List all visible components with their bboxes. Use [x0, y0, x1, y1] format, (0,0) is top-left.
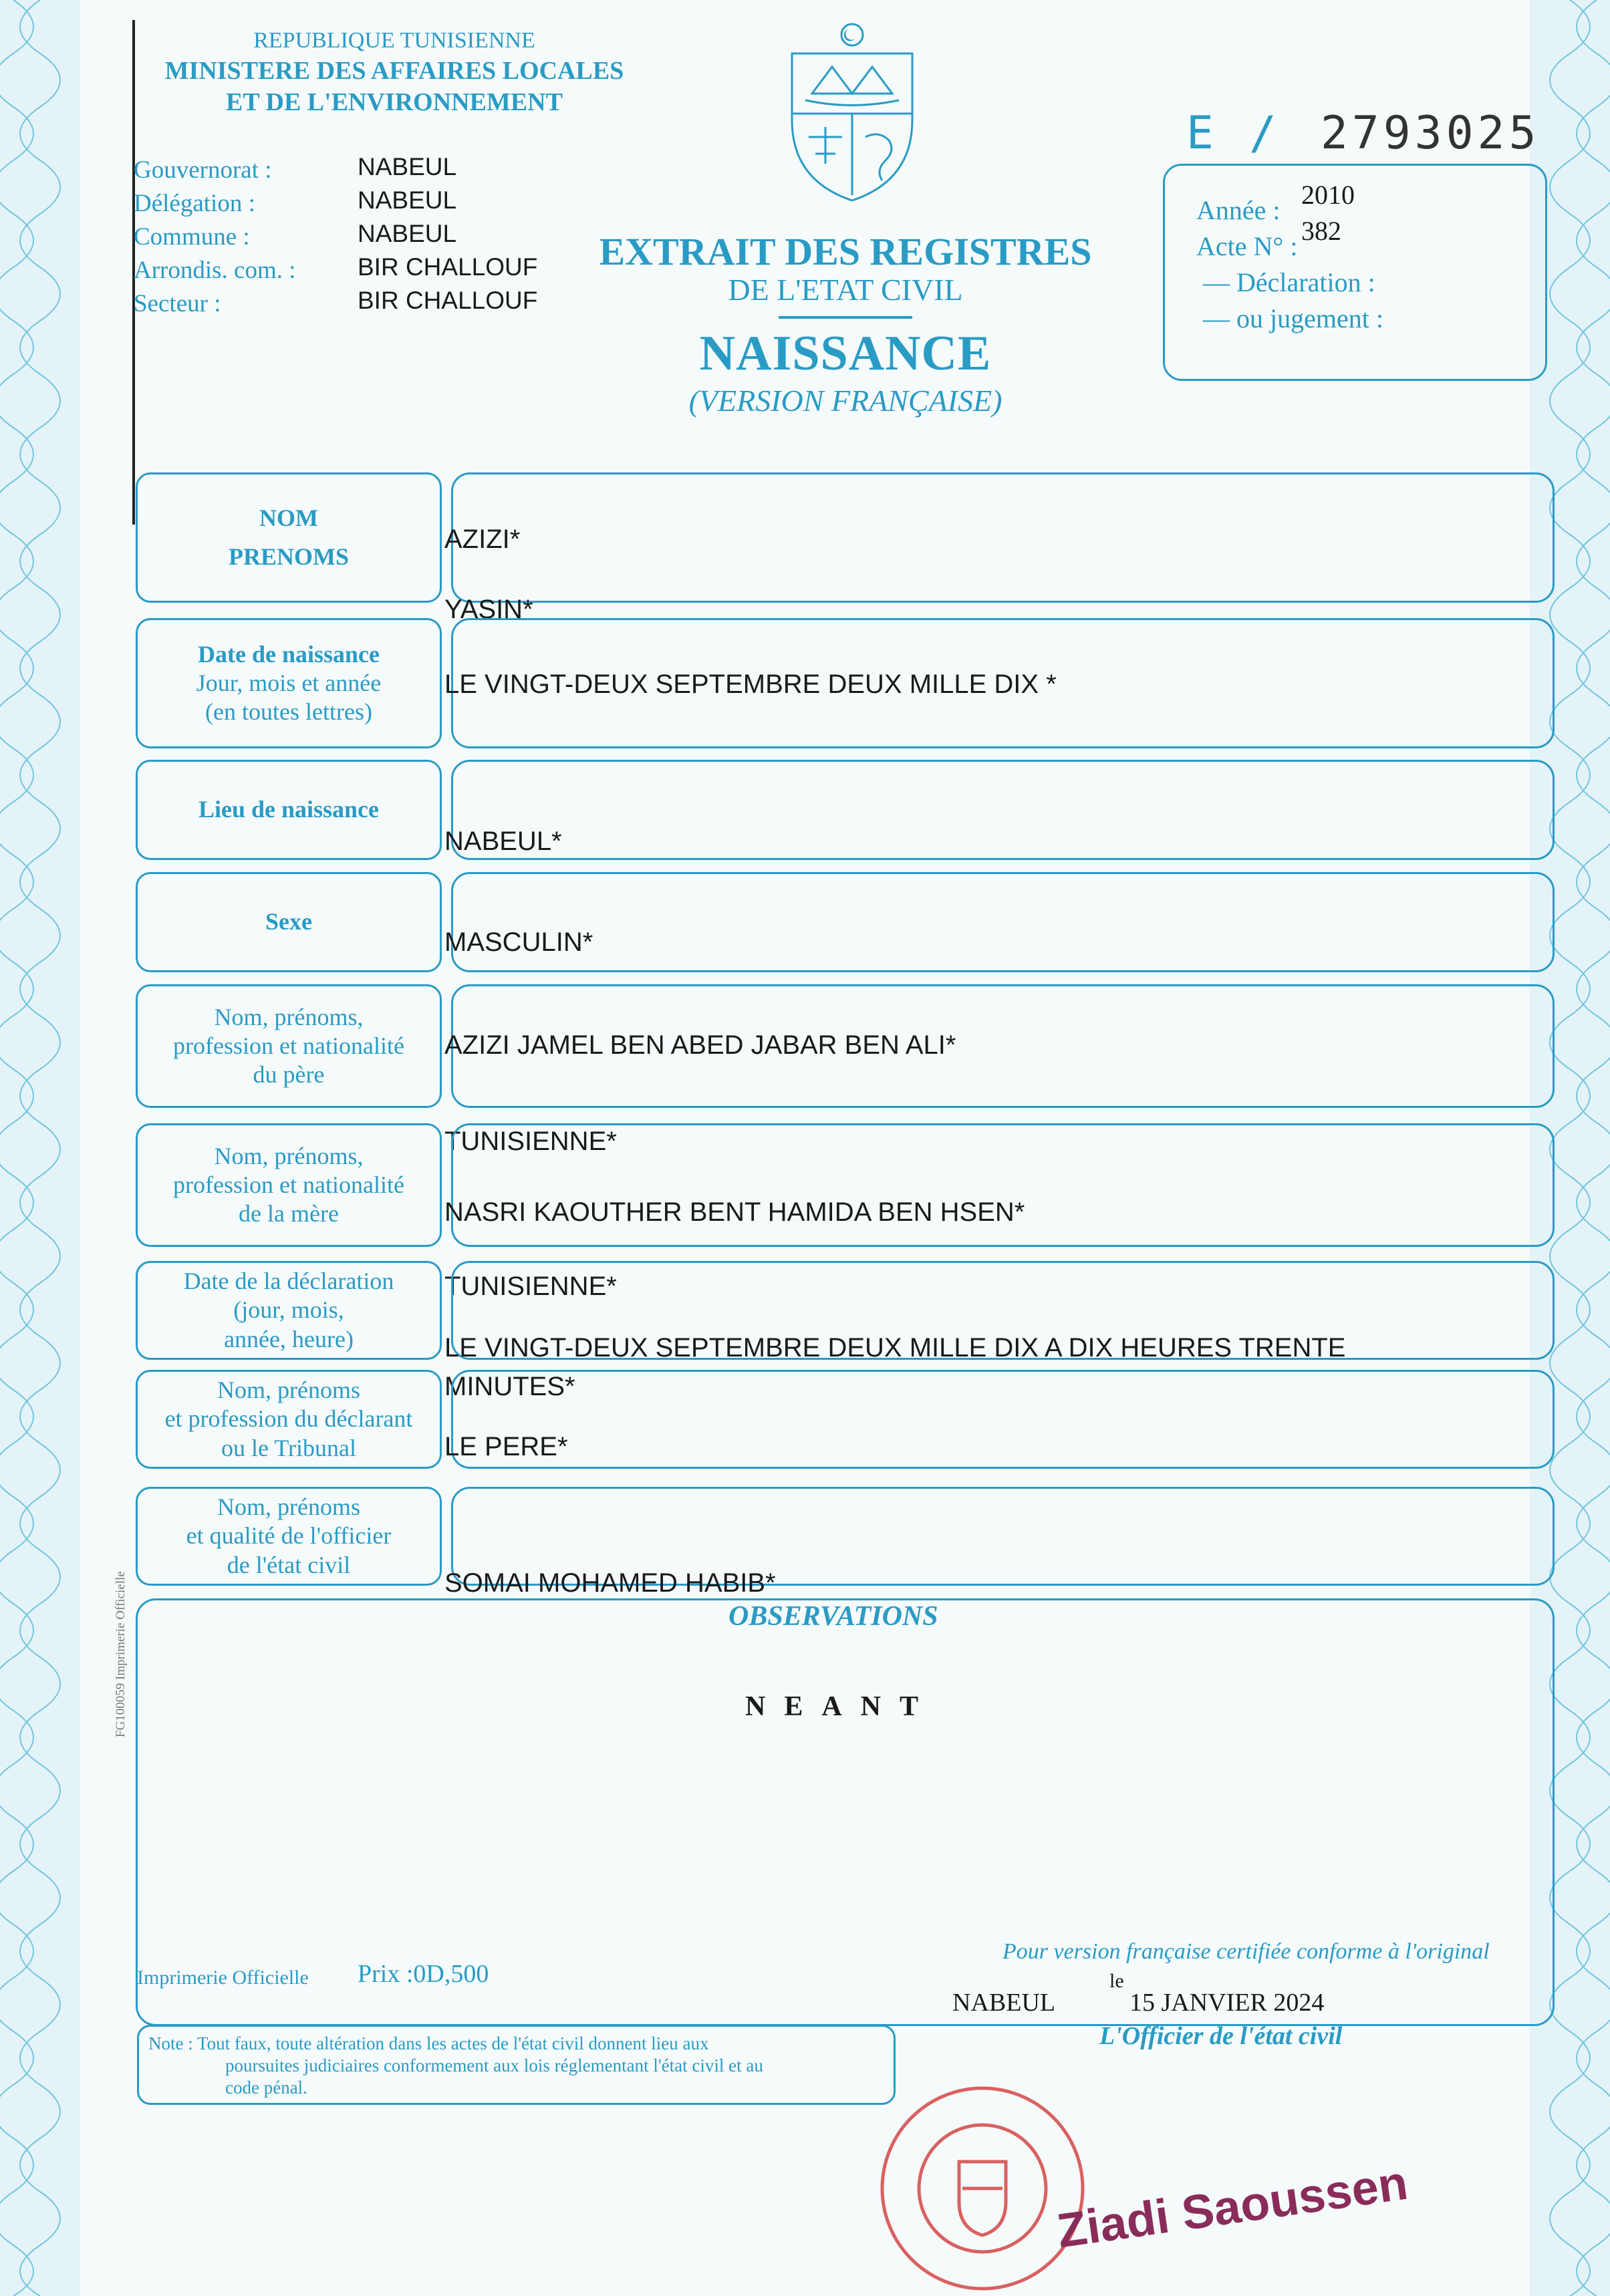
officier-label-line3: de l'état civil — [227, 1551, 351, 1578]
imprimerie-label: Imprimerie Officielle — [137, 1967, 309, 1989]
declaration-label-line2: (jour, mois, — [233, 1296, 344, 1324]
observations-title: OBSERVATIONS — [728, 1601, 938, 1632]
certification-text: Pour version française certifiée conforme à l'original — [1002, 1939, 1490, 1964]
declarant-label-line2: et profession du déclarant — [164, 1405, 413, 1433]
declaration-date-label — [136, 1261, 442, 1360]
officier-label — [136, 1487, 442, 1586]
issue-date-le: le — [1109, 1970, 1124, 1992]
title-version: (VERSION FRANÇAISE) — [688, 384, 1002, 418]
declarant-value: LE PERE* — [444, 1432, 568, 1461]
mere-label-line1: Nom, prénoms, — [214, 1142, 364, 1169]
title-line2: DE L'ETAT CIVIL — [728, 272, 963, 307]
secteur-value: BIR CHALLOUF — [358, 287, 538, 314]
legal-note-line1: Note : Tout faux, toute altération dans les actes de l'état civil donnent lieu aux — [148, 2033, 709, 2053]
nom-label: NOM — [259, 505, 318, 532]
sexe-value: MASCULIN* — [444, 927, 593, 957]
official-stamp-icon — [862, 2078, 1103, 2292]
acte-label: Acte N° : — [1196, 231, 1298, 261]
declarant-label-line1: Nom, prénoms — [217, 1377, 360, 1404]
declaration-date-value-cont: MINUTES* — [444, 1372, 575, 1401]
ministry-line1: MINISTERE DES AFFAIRES LOCALES — [164, 56, 624, 85]
officer-title: L'Officier de l'état civil — [1099, 2022, 1343, 2050]
commune-value: NABEUL — [358, 220, 457, 247]
mere-name-value: NASRI KAOUTHER BENT HAMIDA BEN HSEN* — [444, 1197, 1025, 1227]
officier-value: SOMAI MOHAMED HABIB* — [444, 1568, 776, 1598]
annee-label: Année : — [1196, 195, 1281, 225]
legal-note-line2: poursuites judiciaires conformement aux lois réglementant l'état civil et au — [225, 2055, 763, 2075]
pere-name-value: AZIZI JAMEL BEN ABED JABAR BEN ALI* — [444, 1030, 956, 1060]
gouvernorat-label: Gouvernorat : — [134, 156, 272, 184]
annee-value: 2010 — [1301, 180, 1355, 210]
document-title — [571, 231, 1119, 420]
secteur-label: Secteur : — [134, 290, 221, 317]
mere-nationality-value: TUNISIENNE* — [444, 1272, 617, 1301]
observations-value: NEANT — [745, 1691, 938, 1722]
ministry-header — [134, 27, 655, 119]
issue-place: NABEUL — [952, 1989, 1056, 2017]
nom-prenoms-box — [451, 472, 1555, 603]
declarant-box — [451, 1370, 1555, 1469]
title-divider — [779, 316, 912, 319]
serial-prefix: E / — [1186, 107, 1281, 160]
declarant-label-line3: ou le Tribunal — [221, 1434, 357, 1461]
acte-value: 382 — [1301, 216, 1341, 246]
declaration-label-line1: Date de la déclaration — [183, 1268, 394, 1295]
lieu-label-text: Lieu de naissance — [198, 796, 380, 823]
legal-note-line3: code pénal. — [225, 2077, 307, 2098]
commune-label: Commune : — [134, 223, 250, 251]
pere-label-line3: du père — [253, 1061, 325, 1089]
pere-label — [136, 984, 442, 1108]
declaration-label: — Déclaration : — [1203, 267, 1375, 297]
arrondissement-label: Arrondis. com. : — [134, 257, 296, 284]
lieu-naissance-label — [136, 760, 442, 860]
prenoms-label: PRENOMS — [229, 543, 349, 570]
mere-label-line3: de la mère — [239, 1200, 339, 1228]
lieu-naissance-value: NABEUL* — [444, 827, 562, 856]
mere-label-line2: profession et nationalité — [173, 1171, 404, 1198]
admin-labels — [134, 154, 296, 321]
declaration-date-value: LE VINGT-DEUX SEPTEMBRE DEUX MILLE DIX A DIX HEURES TRENTE — [444, 1333, 1346, 1362]
officier-label-line2: et qualité de l'officier — [186, 1522, 392, 1550]
legal-note — [148, 2033, 890, 2099]
sexe-label-text: Sexe — [265, 908, 312, 936]
mere-box — [451, 1123, 1555, 1247]
date-naissance-value: LE VINGT-DEUX SEPTEMBRE DEUX MILLE DIX * — [444, 670, 1057, 699]
decorative-border-left — [0, 0, 80, 2296]
serial-value: 2793025 — [1320, 107, 1540, 160]
jugement-label: — ou jugement : — [1203, 303, 1383, 333]
serial-number — [1186, 107, 1540, 160]
printer-side-mark: FG100059 Imprimerie Officielle — [114, 1571, 128, 1737]
nom-value: AZIZI* — [444, 525, 521, 554]
acte-labels — [1196, 192, 1383, 337]
date-naissance-label-line1: Date de naissance — [198, 640, 380, 668]
lieu-naissance-box — [451, 760, 1555, 860]
admin-values — [358, 150, 537, 317]
sexe-box — [451, 872, 1555, 972]
date-naissance-label-line3: (en toutes lettres) — [205, 698, 372, 726]
pere-label-line1: Nom, prénoms, — [214, 1003, 364, 1030]
declaration-label-line3: année, heure) — [224, 1325, 354, 1352]
officier-label-line1: Nom, prénoms — [217, 1493, 360, 1521]
prenoms-value: YASIN* — [444, 595, 533, 624]
acte-values — [1301, 177, 1355, 249]
republic-title: REPUBLIQUE TUNISIENNE — [253, 28, 535, 53]
prix-label: Prix :0D,500 — [358, 1960, 489, 1988]
declarant-label — [136, 1370, 442, 1469]
title-line1: EXTRAIT DES REGISTRES — [599, 230, 1092, 273]
gouvernorat-value: NABEUL — [358, 153, 457, 180]
date-naissance-label-line2: Jour, mois et année — [196, 669, 382, 696]
title-main: NAISSANCE — [699, 326, 992, 382]
officer-signature: Ziadi Saoussen — [1054, 2156, 1412, 2259]
issue-date: 15 JANVIER 2024 — [1129, 1989, 1325, 2017]
mere-label — [136, 1123, 442, 1247]
tunisia-coat-of-arms-icon — [779, 20, 926, 207]
sexe-label — [136, 872, 442, 972]
delegation-value: NABEUL — [358, 186, 457, 214]
delegation-label: Délégation : — [134, 190, 255, 217]
pere-nationality-value: TUNISIENNE* — [444, 1127, 617, 1156]
nom-prenoms-label — [136, 472, 442, 603]
arrondissement-value: BIR CHALLOUF — [358, 253, 538, 281]
date-naissance-label — [136, 618, 442, 748]
pere-label-line2: profession et nationalité — [173, 1032, 404, 1059]
ministry-line2: ET DE L'ENVIRONNEMENT — [226, 88, 563, 116]
